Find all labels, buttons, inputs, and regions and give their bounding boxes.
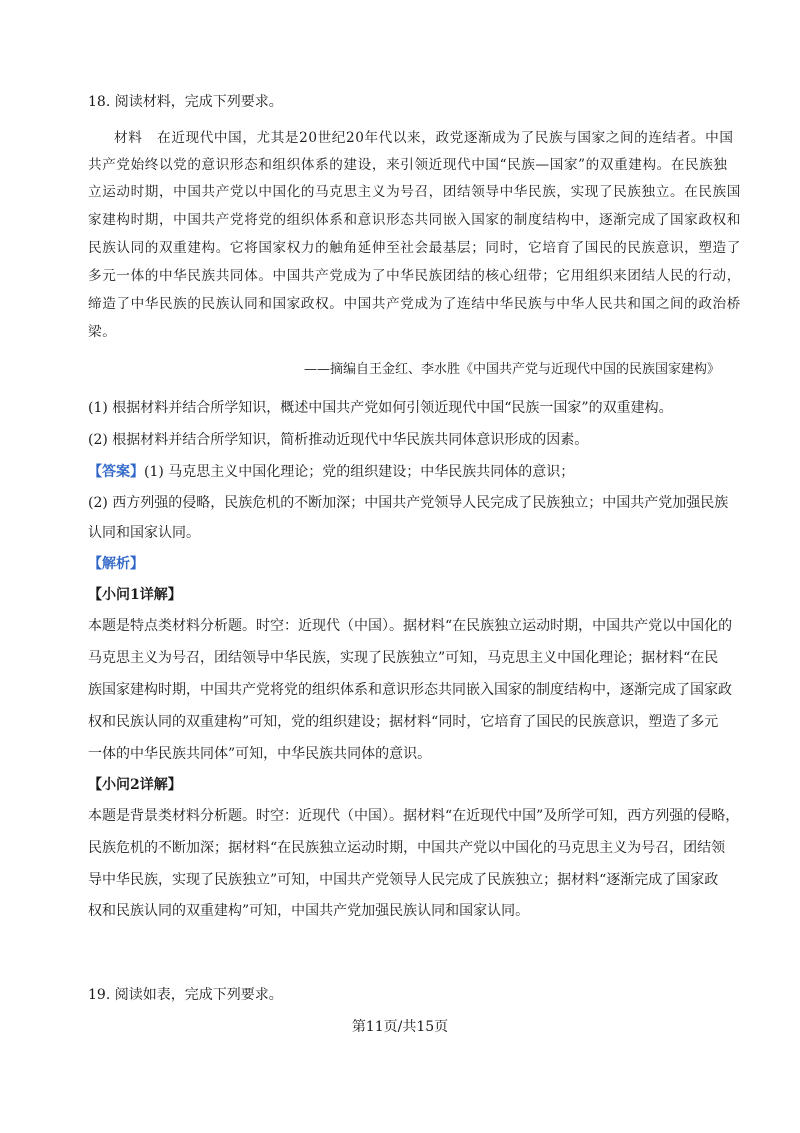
material-line: 共产党始终以党的意识形态和组织体系的建设，来引领近现代中国“民族—国家”的双重建构。在民族独 [88, 157, 728, 173]
material-line: 材料 在近现代中国，尤其是20世纪20年代以来，政党逐渐成为了民族与国家之间的连结者。中国 [114, 130, 734, 146]
analysis-line: 导中华民族，实现了民族独立”可知，中国共产党领导人民完成了民族独立；据材料“逐渐完成了国家政 [88, 872, 719, 888]
question-18-title: 18. 阅读材料，完成下列要求。 [88, 94, 283, 110]
sub-question-1: (1) 根据材料并结合所学知识，概述中国共产党如何引领近现代中国“民族一国家”的双重建构。 [88, 400, 673, 416]
analysis-line: 权和民族认同的双重建构”可知，党的组织建设；据材料“同时，它培育了国民的民族意识，塑造了多元 [88, 714, 719, 730]
part2-heading: 【小问2详解】 [88, 777, 182, 793]
analysis-line: 族国家建构时期，中国共产党将党的组织体系和意识形态共同嵌入国家的制度结构中，逐渐完成了国家政 [88, 682, 732, 698]
material-line: 家建构时期，中国共产党将党的组织体系和意识形态共同嵌入国家的制度结构中，逐渐完成了国家政权和 [88, 212, 741, 228]
answer-line-1: 【答案】(1) 马克思主义中国化理论；党的组织建设；中华民族共同体的意识； [88, 464, 575, 480]
question-19-title: 19. 阅读如表，完成下列要求。 [88, 987, 283, 1003]
material-line: 多元一体的中华民族共同体。中国共产党成为了中华民族团结的核心纽带；它用组织来团结人民的行动， [88, 268, 741, 284]
answer-line: 认同和国家认同。 [88, 525, 200, 541]
sub-question-2: (2) 根据材料并结合所学知识，简析推动近现代中华民族共同体意识形成的因素。 [88, 432, 589, 448]
analysis-line: 马克思主义为号召，团结领导中华民族，实现了民族独立”可知，马克思主义中国化理论；据材料“在民 [88, 650, 719, 666]
material-line: 梁。 [88, 324, 117, 340]
analysis-line: 一体的中华民族共同体”可知，中华民族共同体的意识。 [88, 746, 432, 762]
material-line: 民族认同的双重建构。它将国家权力的触角延伸至社会最基层；同时，它培育了国民的民族意识，塑造了 [88, 240, 741, 256]
material-line: 立运动时期，中国共产党以中国化的马克思主义为号召，团结领导中华民族，实现了民族独立。在民族国 [88, 184, 741, 200]
analysis-tag: 【解析】 [88, 556, 144, 572]
material-label: 材料 [114, 130, 143, 146]
analysis-line: 权和民族认同的双重建构”可知，中国共产党加强民族认同和国家认同。 [88, 903, 530, 919]
part1-heading: 【小问1详解】 [88, 587, 182, 603]
material-line: 缔造了中华民族的民族认同和国家政权。中国共产党成为了连结中华民族与中华人民共和国之间的政治桥 [88, 296, 741, 312]
analysis-line: 本题是背景类材料分析题。时空：近现代（中国）。据材料“在近现代中国”及所学可知，西方列强的侵略， [88, 808, 740, 824]
page-footer: 第11页/共15页 [351, 1019, 449, 1035]
answer-line: (2) 西方列强的侵略，民族危机的不断加深；中国共产党领导人民完成了民族独立；中国共产党加强民族 [88, 495, 729, 511]
answer-tag: 【答案】 [88, 464, 144, 480]
material-source: ——摘编自王金红、李水胜《中国共产党与近现代中国的民族国家建构》 [303, 362, 720, 377]
analysis-line: 本题是特点类材料分析题。时空：近现代（中国）。据材料“在民族独立运动时期，中国共产党以中国化的 [88, 618, 733, 634]
analysis-line: 民族危机的不断加深；据材料“在民族独立运动时期，中国共产党以中国化的马克思主义为号召，团结领 [88, 840, 726, 856]
